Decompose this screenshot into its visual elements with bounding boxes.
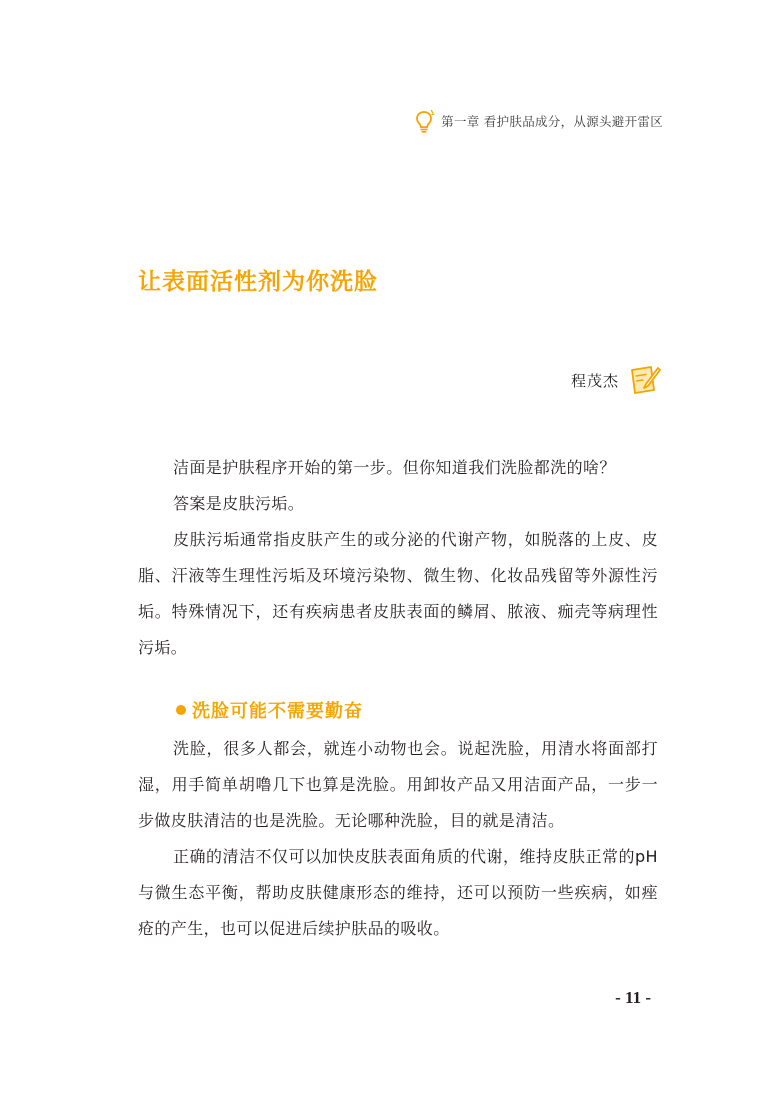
chapter-title: 第一章 看护肤品成分，从源头避开雷区 — [441, 114, 663, 129]
paragraph-answer: 答案是皮肤污垢。 — [173, 494, 305, 513]
section-title: 洗脸可能不需要勤奋 — [192, 701, 363, 722]
paragraph-definition: 皮肤污垢通常指皮肤产生的或分泌的代谢产物，如脱落的上皮、皮脂、汗液等生理性污垢及环境污染物、微生物、化妆品残留等外源性污垢。特殊情况下，还有疾病患者皮肤表面的鳞屑、脓液、痂壳等病理性污垢。 — [138, 530, 658, 657]
page-number: - 11 - — [615, 988, 651, 1007]
section-paragraph: 洗脸，很多人都会，就连小动物也会。说起洗脸，用清水将面部打湿，用手简单胡噜几下也算是洗脸。用卸妆产品又用洁面产品，一步一步做皮肤清洁的也是洗脸。无论哪种洗脸，目的就是清洁。 — [138, 739, 658, 830]
lightbulb-icon — [413, 109, 435, 133]
section-paragraph: 正确的清洁不仅可以加快皮肤表面角质的代谢，维持皮肤正常的pH与微生态平衡，帮助皮肤健康形态的维持，还可以预防一些疾病，如痤疮的产生，也可以促进后续护肤品的吸收。 — [138, 847, 658, 938]
article-title: 让表面活性剂为你洗脸 — [138, 269, 378, 295]
section-heading — [176, 697, 363, 723]
chapter-header — [413, 109, 663, 133]
author-name: 程茂杰 — [570, 371, 619, 390]
bullet-dot-icon — [176, 705, 186, 715]
pen-notepad-icon — [627, 364, 661, 396]
author-line — [571, 364, 661, 396]
paragraph-intro: 洁面是护肤程序开始的第一步。但你知道我们洗脸都洗的啥？ — [173, 458, 616, 477]
